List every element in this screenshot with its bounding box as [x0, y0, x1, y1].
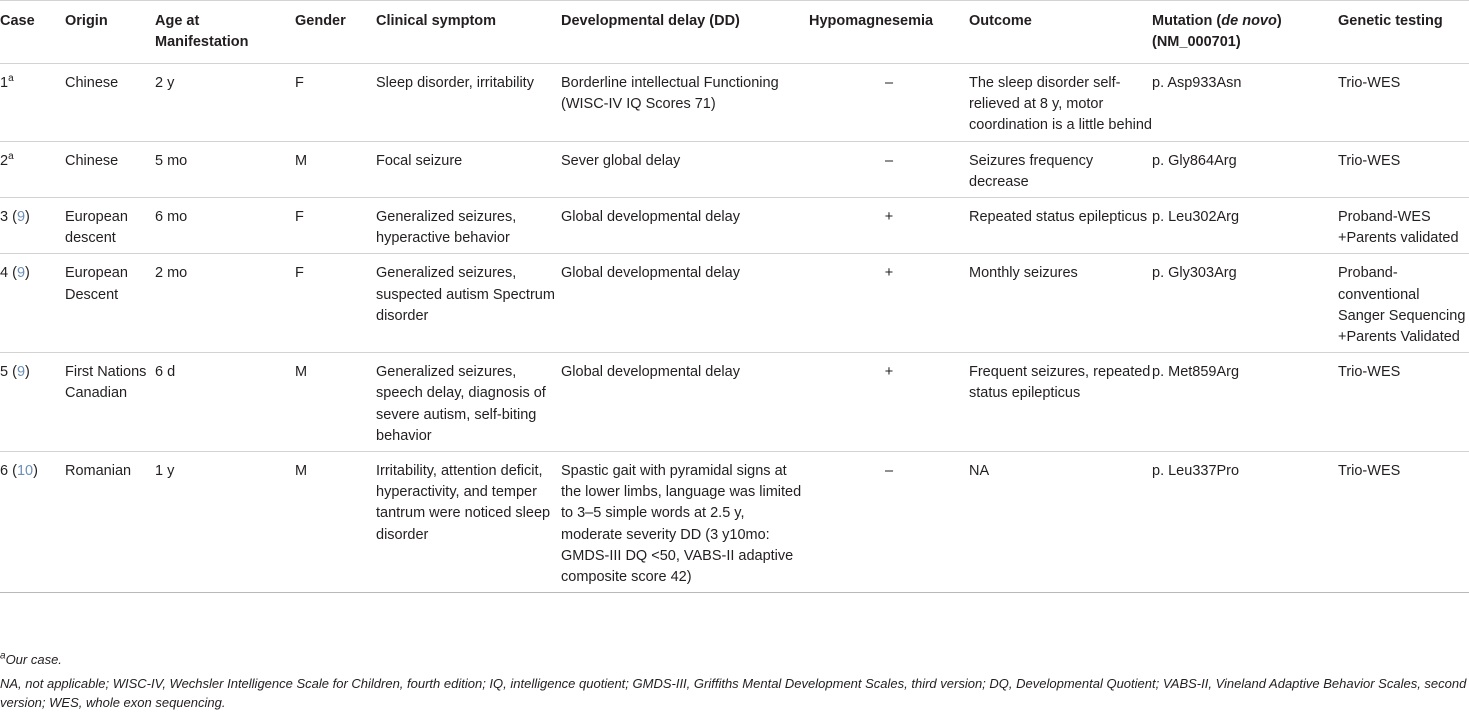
cell-mutation: p. Leu302Arg [1152, 198, 1338, 254]
table-row [0, 452, 1469, 593]
cell-case [0, 141, 65, 197]
cell-genetic-testing: Trio-WES [1338, 353, 1469, 452]
cell-gender: M [295, 141, 376, 197]
cell-age: 5 mo [155, 141, 295, 197]
cell-gender: F [295, 198, 376, 254]
cell-case: 3 (9) [0, 198, 65, 254]
cell-origin: Romanian [65, 452, 155, 593]
header-origin: Origin [65, 1, 155, 64]
table-row [0, 254, 1469, 353]
cell-mutation: p. Leu337Pro [1152, 452, 1338, 593]
header-mutation-post: ) (NM_000701) [1152, 13, 1282, 50]
cell-outcome: The sleep disorder self-relieved at 8 y, motor coordination is a little behind [969, 64, 1152, 142]
cell-developmental-delay: Global developmental delay [561, 353, 809, 452]
cell-gender: F [295, 64, 376, 142]
header-genetic: Genetic testing [1338, 1, 1469, 64]
cell-symptom: Sleep disorder, irritability [376, 64, 561, 142]
cell-case [0, 64, 65, 142]
cell-age: 6 mo [155, 198, 295, 254]
header-dd: Developmental delay (DD) [561, 1, 809, 64]
cell-developmental-delay: Global developmental delay [561, 198, 809, 254]
case-number: 5 [0, 364, 9, 381]
table-row [0, 141, 1469, 197]
cell-gender: M [295, 452, 376, 593]
table-footnotes [0, 650, 1469, 712]
footnote-our-case-text: Our case. [5, 652, 62, 667]
cell-developmental-delay: Sever global delay [561, 141, 809, 197]
cell-genetic-testing: Proband-WES +Parents validated [1338, 198, 1469, 254]
cell-genetic-testing: Trio-WES [1338, 64, 1469, 142]
header-hypomagnesemia: Hypomagnesemia [809, 1, 969, 64]
cell-hypomagnesemia: + [809, 254, 969, 353]
case-number: 2 [0, 152, 9, 169]
header-mutation-pre: Mutation ( [1152, 13, 1222, 29]
cell-case: 4 (9) [0, 254, 65, 353]
cell-developmental-delay: Borderline intellectual Functioning (WISC-IV IQ Scores 71) [561, 64, 809, 142]
cell-origin: Chinese [65, 64, 155, 142]
reference-link[interactable]: 9 [16, 265, 26, 282]
cell-symptom: Irritability, attention deficit, hyperactivity, and temper tantrum were noticed sleep disorder [376, 452, 561, 593]
cell-outcome: NA [969, 452, 1152, 593]
footnote-our-case [0, 650, 1469, 669]
table-row [0, 64, 1469, 142]
header-outcome: Outcome [969, 1, 1152, 64]
reference-link[interactable]: 9 [16, 364, 26, 381]
table-body [0, 64, 1469, 593]
header-age: Age at Manifestation [155, 1, 295, 64]
cell-genetic-testing: Trio-WES [1338, 141, 1469, 197]
cell-outcome: Monthly seizures [969, 254, 1152, 353]
cell-age: 6 d [155, 353, 295, 452]
cell-symptom: Generalized seizures, hyperactive behavior [376, 198, 561, 254]
case-footnote-marker: a [8, 73, 14, 85]
cell-mutation: p. Asp933Asn [1152, 64, 1338, 142]
cell-hypomagnesemia: + [809, 353, 969, 452]
header-gender: Gender [295, 1, 376, 64]
cell-origin: Chinese [65, 141, 155, 197]
cell-developmental-delay: Global developmental delay [561, 254, 809, 353]
cell-hypomagnesemia: + [809, 198, 969, 254]
cell-symptom: Generalized seizures, speech delay, diagnosis of severe autism, self-biting behavior [376, 353, 561, 452]
cell-case: 6 (10) [0, 452, 65, 593]
header-symptom: Clinical symptom [376, 1, 561, 64]
header-row [0, 1, 1469, 64]
table-row [0, 198, 1469, 254]
header-mutation [1152, 1, 1338, 64]
footnote-marker: a [0, 650, 6, 662]
cell-genetic-testing: Trio-WES [1338, 452, 1469, 593]
reference-link[interactable]: 10 [16, 463, 34, 480]
cell-genetic-testing: Proband-conventional Sanger Sequencing +Parents Validated [1338, 254, 1469, 353]
cell-mutation: p. Met859Arg [1152, 353, 1338, 452]
cell-gender: F [295, 254, 376, 353]
header-case: Case [0, 1, 65, 64]
cell-mutation: p. Gly303Arg [1152, 254, 1338, 353]
cell-origin: European descent [65, 198, 155, 254]
case-number: 1 [0, 75, 9, 91]
case-number: 4 [0, 265, 9, 282]
case-number: 3 [0, 209, 9, 226]
cell-outcome: Seizures frequency decrease [969, 141, 1152, 197]
cell-case: 5 (9) [0, 353, 65, 452]
cell-mutation: p. Gly864Arg [1152, 141, 1338, 197]
header-mutation-em: de novo [1221, 13, 1277, 29]
cell-age: 1 y [155, 452, 295, 593]
cell-hypomagnesemia: – [809, 452, 969, 593]
cell-symptom: Focal seizure [376, 141, 561, 197]
cell-age: 2 mo [155, 254, 295, 353]
cell-symptom: Generalized seizures, suspected autism Spectrum disorder [376, 254, 561, 353]
table-row [0, 353, 1469, 452]
cell-outcome: Repeated status epilepticus [969, 198, 1152, 254]
cell-outcome: Frequent seizures, repeated status epilepticus [969, 353, 1152, 452]
cell-hypomagnesemia: – [809, 141, 969, 197]
cell-origin: European Descent [65, 254, 155, 353]
case-number: 6 [0, 463, 9, 480]
reference-link[interactable]: 9 [16, 209, 26, 226]
cell-hypomagnesemia: – [809, 64, 969, 142]
cell-origin: First Nations Canadian [65, 353, 155, 452]
cell-gender: M [295, 353, 376, 452]
case-footnote-marker: a [8, 150, 14, 162]
cell-developmental-delay: Spastic gait with pyramidal signs at the lower limbs, language was limited to 3–5 simple words at 2.5 y, moderate severity DD (3 y10mo: GMDS-III DQ <50, VABS-II adaptive composite score 42) [561, 452, 809, 593]
footnote-abbreviations: NA, not applicable; WISC-IV, Wechsler Intelligence Scale for Children, fourth edition; IQ, intelligence quotient; GMDS-III, Griffiths Mental Development Scales, third version; DQ, Developmental Quotient; VABS-II, Vineland Adaptive Behavior Scales, second version; WES, whole exon sequencing. [0, 676, 1467, 710]
cell-age: 2 y [155, 64, 295, 142]
